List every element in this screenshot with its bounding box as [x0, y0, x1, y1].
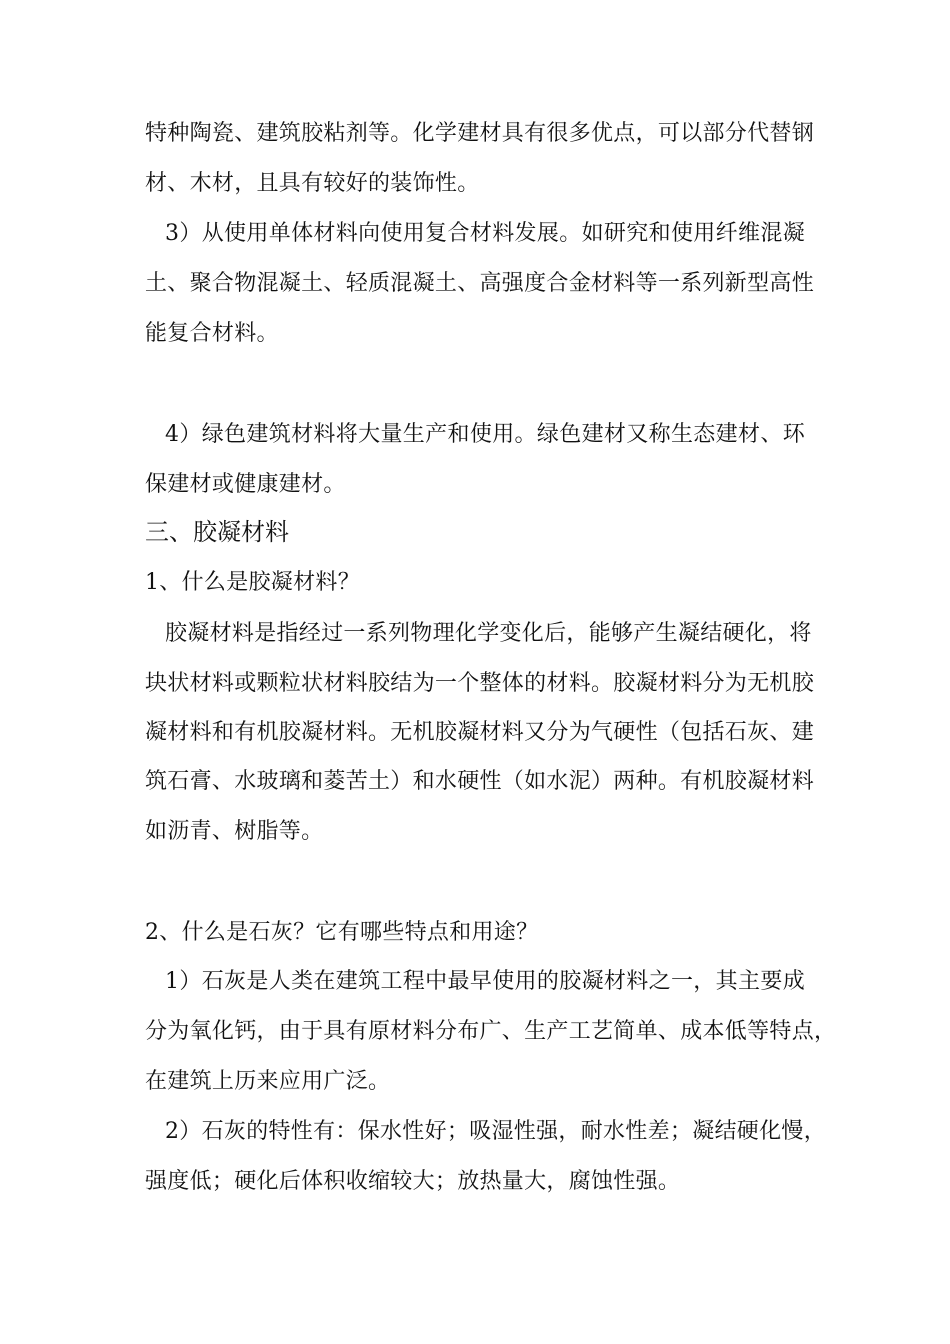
question-heading: 1、什么是胶凝材料？	[145, 570, 360, 595]
paragraph-line: 土、聚合物混凝土、轻质混凝土、高强度合金材料等一系列新型高性	[145, 271, 815, 296]
paragraph-line: 材、木材，且具有较好的装饰性。	[145, 171, 480, 196]
paragraph-line: 如沥青、树脂等。	[145, 819, 324, 844]
paragraph-line: 强度低；硬化后体积收缩较大；放热量大，腐蚀性强。	[145, 1169, 681, 1194]
paragraph-line: 保建材或健康建材。	[145, 472, 346, 497]
section-heading: 三、胶凝材料	[145, 518, 289, 546]
paragraph-line: 胶凝材料是指经过一系列物理化学变化后，能够产生凝结硬化，将	[165, 621, 812, 646]
paragraph-line: 分为氧化钙，由于具有原材料分布广、生产工艺简单、成本低等特点，	[145, 1019, 837, 1044]
paragraph-line: 能复合材料。	[145, 321, 279, 346]
paragraph-line: 筑石膏、水玻璃和菱苦土）和水硬性（如水泥）两种。有机胶凝材料	[145, 769, 815, 794]
paragraph-line: 2）石灰的特性有：保水性好；吸湿性强，耐水性差；凝结硬化慢，	[165, 1119, 826, 1144]
paragraph-line: 特种陶瓷、建筑胶粘剂等。化学建材具有很多优点，可以部分代替钢	[145, 121, 815, 146]
paragraph-line: 在建筑上历来应用广泛。	[145, 1069, 391, 1094]
paragraph-line: 凝材料和有机胶凝材料。无机胶凝材料又分为气硬性（包括石灰、建	[145, 720, 815, 745]
paragraph-line: 3）从使用单体材料向使用复合材料发展。如研究和使用纤维混凝	[165, 221, 805, 246]
paragraph-line: 1）石灰是人类在建筑工程中最早使用的胶凝材料之一，其主要成	[165, 969, 805, 994]
question-heading: 2、什么是石灰？它有哪些特点和用途？	[145, 920, 539, 945]
paragraph-line: 块状材料或颗粒状材料胶结为一个整体的材料。胶凝材料分为无机胶	[145, 671, 815, 696]
paragraph-line: 4）绿色建筑材料将大量生产和使用。绿色建材又称生态建材、环	[165, 422, 805, 447]
